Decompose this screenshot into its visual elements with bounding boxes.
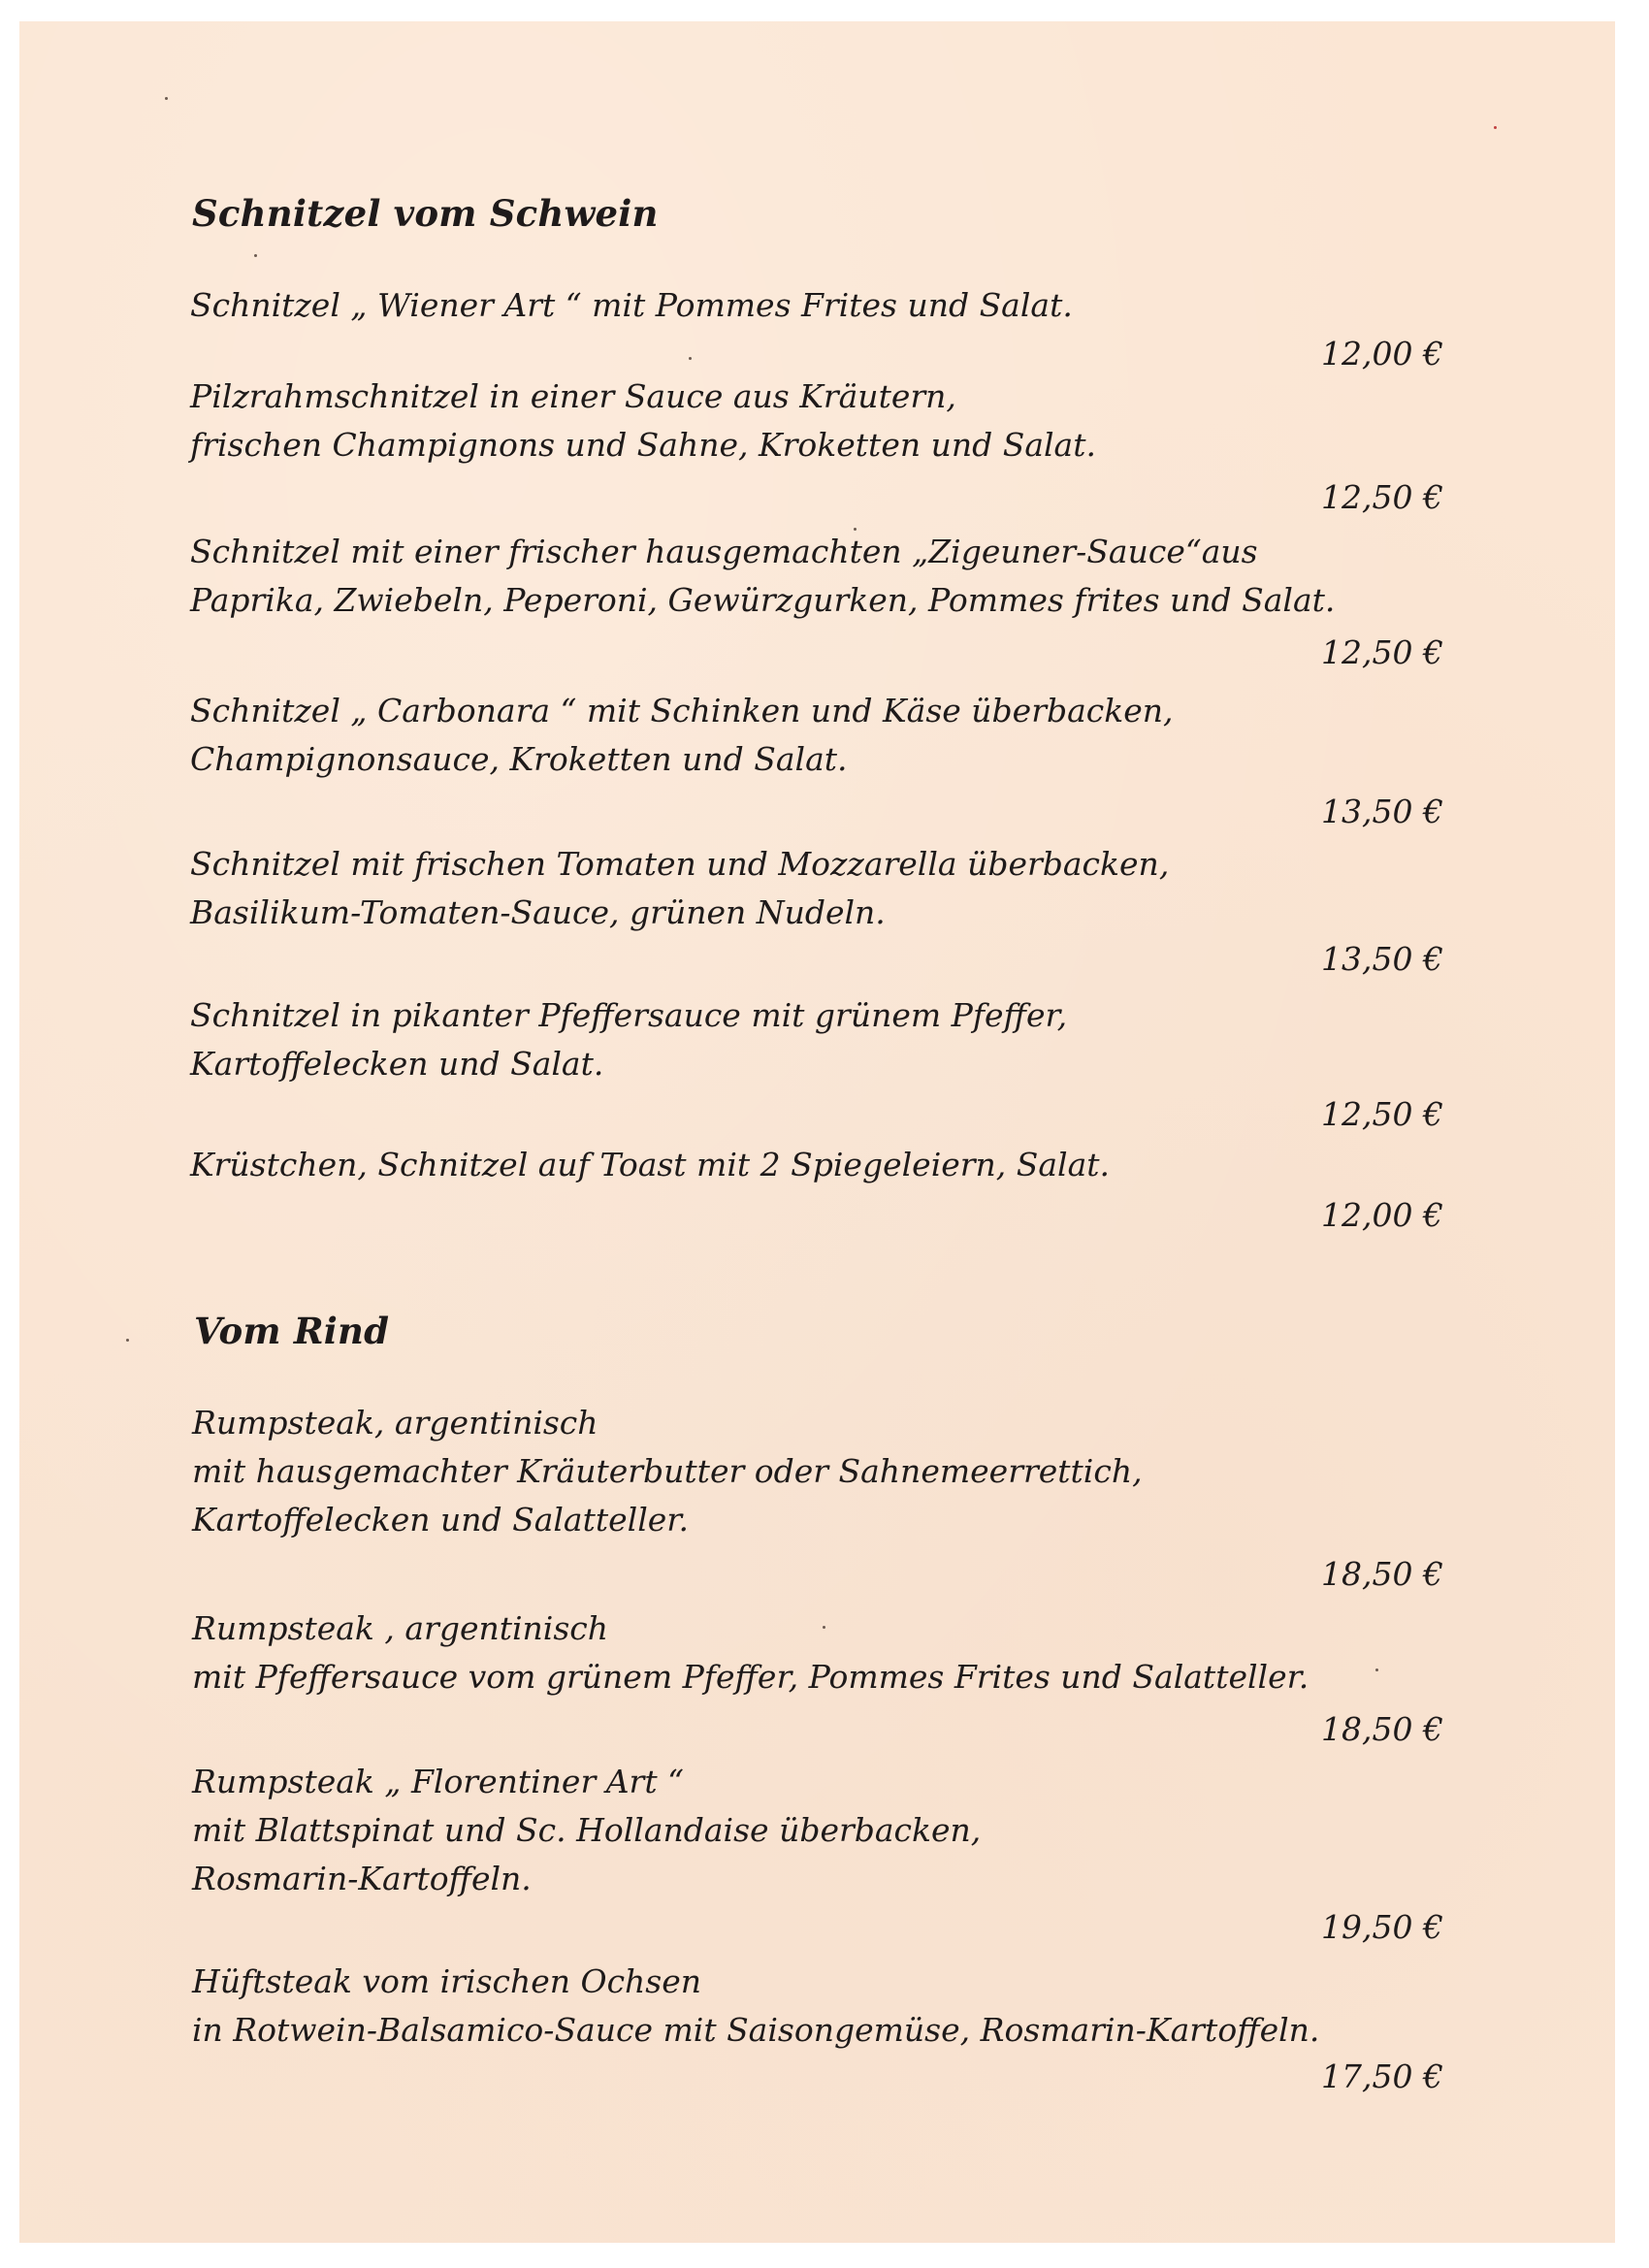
item-price: 12,50 € (1321, 1095, 1443, 1133)
item-description-line: mit hausgemachter Kräuterbutter oder Sahnemeerrettich, (192, 1452, 1143, 1490)
item-price: 12,00 € (1321, 1196, 1443, 1234)
item-description-line: Kartoffelecken und Salatteller. (192, 1501, 689, 1539)
item-description-line: Kartoffelecken und Salat. (190, 1045, 604, 1083)
item-description-line: mit Pfeffersauce vom grünem Pfeffer, Pommes Frites und Salatteller. (192, 1658, 1310, 1696)
item-description-line: Krüstchen, Schnitzel auf Toast mit 2 Spiegeleiern, Salat. (190, 1146, 1111, 1183)
item-price: 17,50 € (1321, 2057, 1443, 2095)
item-description-line: Schnitzel mit frischen Tomaten und Mozzarella überbacken, (190, 845, 1170, 883)
item-price: 13,50 € (1321, 940, 1443, 978)
item-price: 12,50 € (1321, 478, 1443, 516)
item-description-line: Champignonsauce, Kroketten und Salat. (190, 740, 848, 778)
item-description-line: Hüftsteak vom irischen Ochsen (192, 1962, 702, 2000)
item-description-line: Pilzrahmschnitzel in einer Sauce aus Kräutern, (190, 377, 956, 415)
item-price: 18,50 € (1321, 1710, 1443, 1748)
item-price: 13,50 € (1321, 793, 1443, 830)
scan-speck (126, 1339, 129, 1342)
item-description-line: Schnitzel mit einer frischer hausgemachten „Zigeuner-Sauce“aus (190, 533, 1258, 570)
item-description-line: frischen Champignons und Sahne, Kroketten und Salat. (190, 426, 1096, 464)
item-description-line: Basilikum-Tomaten-Sauce, grünen Nudeln. (190, 893, 886, 931)
item-description-line: Rumpsteak, argentinisch (192, 1404, 598, 1442)
item-price: 19,50 € (1321, 1908, 1443, 1946)
scan-speck (823, 1626, 825, 1629)
item-description-line: Rumpsteak , argentinisch (192, 1609, 609, 1647)
item-description-line: Schnitzel „ Carbonara “ mit Schinken und Käse überbacken, (190, 692, 1174, 729)
scan-speck (689, 357, 692, 360)
item-description-line: Rumpsteak „ Florentiner Art “ (192, 1763, 684, 1800)
item-description-line: Rosmarin-Kartoffeln. (192, 1860, 532, 1897)
item-description-line: Schnitzel in pikanter Pfeffersauce mit grünem Pfeffer, (190, 996, 1068, 1034)
item-price: 18,50 € (1321, 1555, 1443, 1593)
item-description-line: Schnitzel „ Wiener Art “ mit Pommes Frites und Salat. (190, 286, 1073, 324)
item-price: 12,00 € (1321, 335, 1443, 373)
section-title-schwein: Schnitzel vom Schwein (192, 192, 659, 235)
item-description-line: Paprika, Zwiebeln, Peperoni, Gewürzgurken, Pommes frites und Salat. (190, 581, 1336, 619)
item-description-line: mit Blattspinat und Sc. Hollandaise überbacken, (192, 1811, 982, 1849)
section-title-rind: Vom Rind (194, 1310, 390, 1352)
menu-page (19, 21, 1615, 2243)
item-description-line: in Rotwein-Balsamico-Sauce mit Saisongemüse, Rosmarin-Kartoffeln. (192, 2011, 1320, 2049)
item-price: 12,50 € (1321, 633, 1443, 671)
scan-speck (1375, 1669, 1378, 1671)
scan-speck (854, 528, 857, 531)
scan-speck (254, 254, 257, 257)
scan-speck (1494, 126, 1497, 129)
scan-speck (165, 97, 168, 100)
